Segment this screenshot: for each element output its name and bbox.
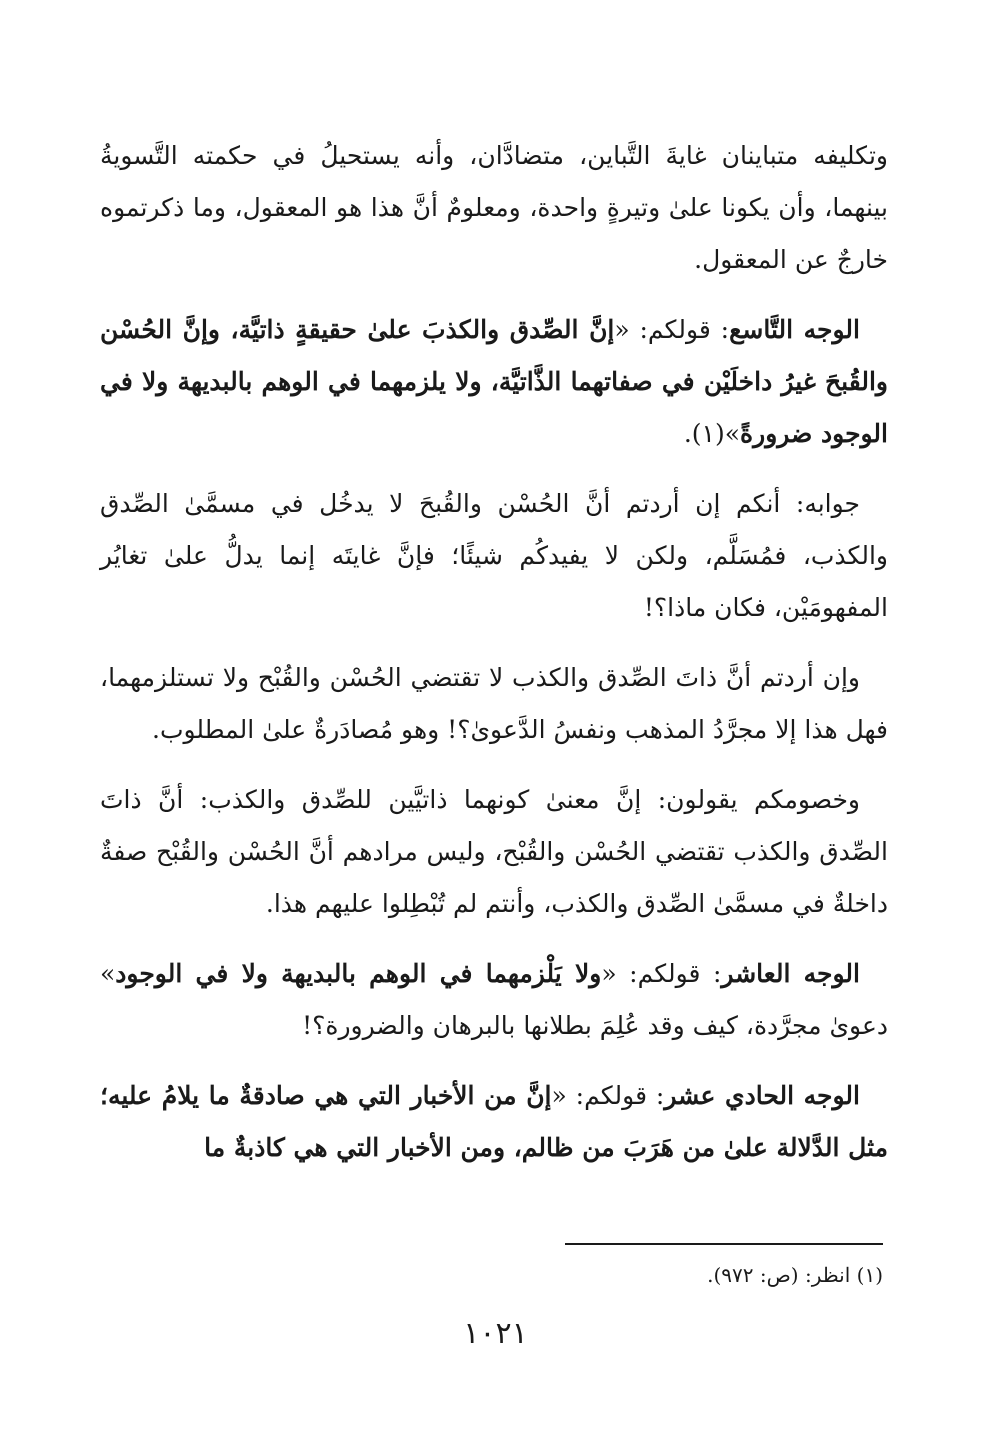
paragraph-text: : قولكم: « bbox=[601, 959, 722, 988]
quoted-text: إنَّ الصِّدق والكذبَ علىٰ حقيقةٍ ذاتيَّة، وإنَّ الحُسْن والقُبحَ غيرُ داخلَيْن في صفاتهما الذَّاتيَّة، ولا يلزمهما في الوهم بالبديهة ولا في الوجود ضرورةً bbox=[100, 315, 888, 448]
page-number: ١٠٢١ bbox=[463, 1316, 528, 1351]
paragraph-text: وخصومكم يقولون: إنَّ معنىٰ كونهما ذاتيَّين للصِّدق والكذب: أنَّ ذاتَ الصِّدق والكذب تقتضي الحُسْن والقُبْح، وليس مرادهم أنَّ الحُسْن والقُبْح صفةٌ داخلةٌ في مسمَّىٰ الصِّدق والكذب، وأنتم لم تُبْطِلوا عليهم هذا. bbox=[100, 785, 888, 918]
footnote-divider bbox=[565, 1243, 883, 1245]
section-heading: الوجه الحادي عشر bbox=[664, 1081, 860, 1110]
page-body bbox=[100, 130, 888, 1192]
paragraph-11th-aspect bbox=[100, 1070, 888, 1174]
paragraph-text: وتكليفه متباينان غايةَ التَّباين، متضادَّان، وأنه يستحيلُ في حكمته التَّسويةُ بينهما، وأن يكونا علىٰ وتيرةٍ واحدة، ومعلومٌ أنَّ هذا هو المعقول، وما ذكرتموه خارجٌ عن المعقول. bbox=[100, 141, 888, 274]
paragraph-9th-aspect bbox=[100, 304, 888, 460]
paragraph-4 bbox=[100, 652, 888, 756]
paragraph-tail: »(١). bbox=[683, 419, 741, 448]
paragraph-tail: » دعوىٰ مجرَّدة، كيف وقد عُلِمَ بطلانها بالبرهان والضرورة؟! bbox=[100, 959, 888, 1040]
footnote: (١) انظر: (ص: ٩٧٢). bbox=[707, 1263, 883, 1287]
paragraph-text: وإن أردتم أنَّ ذاتَ الصِّدق والكذب لا تقتضي الحُسْن والقُبْح ولا تستلزمهما، فهل هذا إلا مجرَّدُ المذهب ونفسُ الدَّعوىٰ؟! وهو مُصادَرةٌ علىٰ المطلوب. bbox=[100, 663, 888, 744]
paragraph-text: : قولكم: « bbox=[614, 315, 730, 344]
section-heading: الوجه العاشر bbox=[721, 959, 860, 988]
quoted-text: ولا يَلْزمهما في الوهم بالبديهة ولا في الوجود bbox=[115, 959, 602, 988]
paragraph-10th-aspect bbox=[100, 948, 888, 1052]
paragraph-text: جوابه: أنكم إن أردتم أنَّ الحُسْن والقُبحَ لا يدخُل في مسمَّىٰ الصِّدق والكذب، فمُسَلَّم، ولكن لا يفيدكُم شيئًا؛ فإنَّ غايتَه إنما يدلُّ علىٰ تغايُر المفهومَيْن، فكان ماذا؟! bbox=[100, 489, 888, 622]
paragraph-5 bbox=[100, 774, 888, 930]
section-heading: الوجه التَّاسع bbox=[729, 315, 860, 344]
paragraph-answer bbox=[100, 478, 888, 634]
paragraph-1 bbox=[100, 130, 888, 286]
paragraph-text: : قولكم: « bbox=[551, 1081, 665, 1110]
quoted-text: إنَّ من الأخبار التي هي صادقةٌ ما يلامُ عليه؛ مثل الدَّلالة علىٰ من هَرَبَ من ظالم، ومن الأخبار التي هي كاذبةٌ ما bbox=[100, 1081, 888, 1162]
